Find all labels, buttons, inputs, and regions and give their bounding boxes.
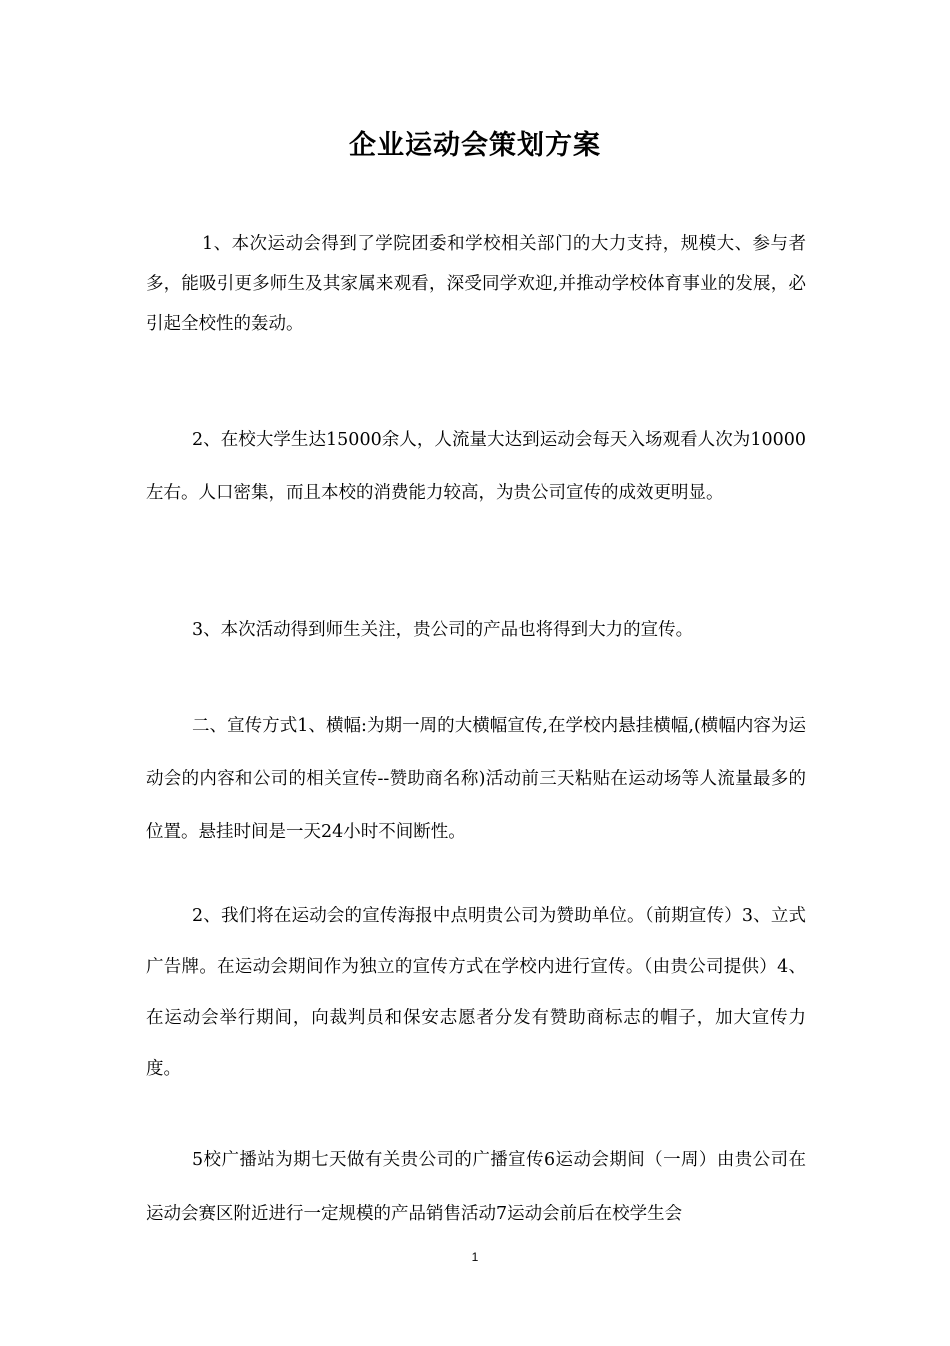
- paragraph-3: 3、本次活动得到师生关注，贵公司的产品也将得到大力的宣传。: [192, 620, 694, 640]
- page-title: 企业运动会策划方案: [349, 130, 601, 161]
- page-number: 1: [471, 1250, 479, 1264]
- paragraph-6: 5校广播站为期七天做有关贵公司的广播宣传6运动会期间（一周）由贵公司在运动会赛区附近进行一定规模的产品销售活动7运动会前后在校学生会: [146, 1150, 806, 1224]
- paragraph-1: 1、本次运动会得到了学院团委和学校相关部门的大力支持，规模大、参与者多，能吸引更多师生及其家属来观看，深受同学欢迎,并推动学校体育事业的发展，必引起全校性的轰动。: [146, 234, 806, 334]
- paragraph-4: 二、宣传方式1、横幅:为期一周的大横幅宣传,在学校内悬挂横幅,(横幅内容为运动会的内容和公司的相关宣传--赞助商名称)活动前三天粘贴在运动场等人流量最多的位置。悬挂时间是一天24小时不间断性。: [146, 716, 806, 842]
- paragraph-5: 2、我们将在运动会的宣传海报中点明贵公司为赞助单位。（前期宣传）3、立式广告牌。在运动会期间作为独立的宣传方式在学校内进行宣传。（由贵公司提供）4、在运动会举行期间，向裁判员和保安志愿者分发有赞助商标志的帽子，加大宣传力度。: [146, 906, 806, 1079]
- paragraph-2: 2、在校大学生达15000余人，人流量大达到运动会每天入场观看人次为10000左右。人口密集，而且本校的消费能力较高，为贵公司宣传的成效更明显。: [146, 430, 806, 503]
